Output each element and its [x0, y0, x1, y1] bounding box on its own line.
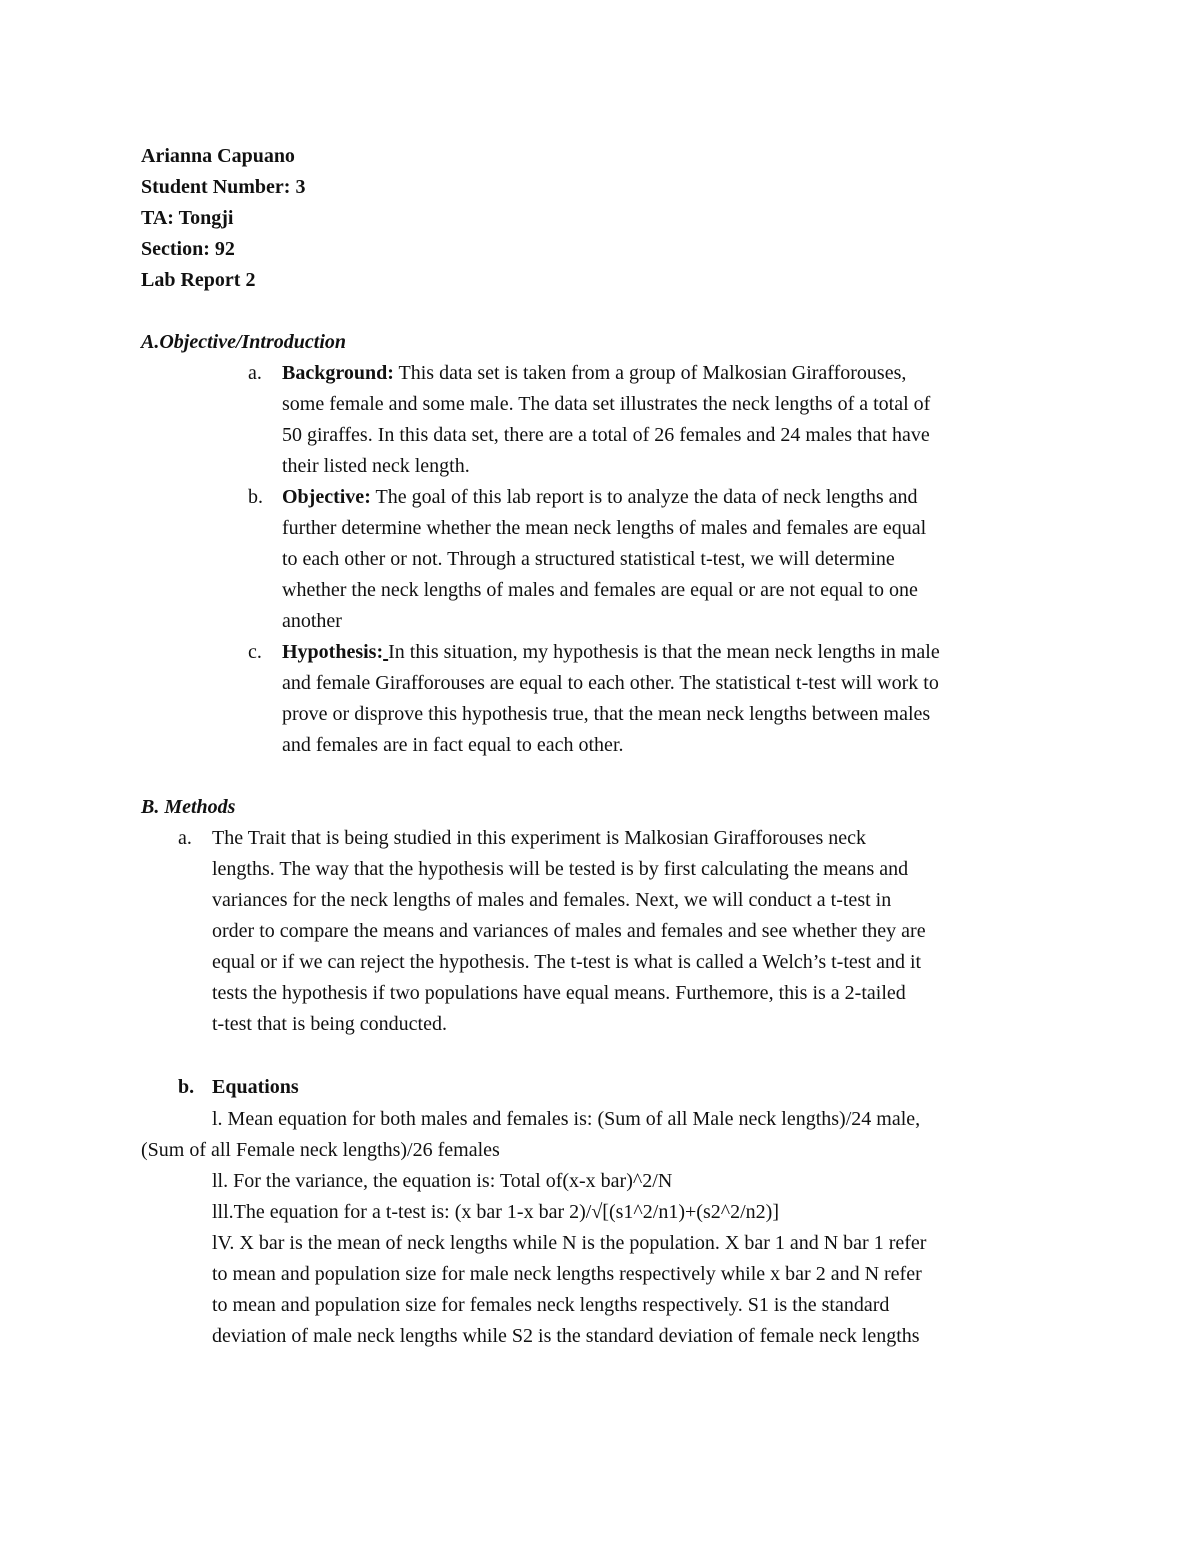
methods-marker: a. — [178, 827, 192, 849]
equation-line: lV. X bar is the mean of neck lengths while N is the population. X bar 1 and N bar 1 refer — [212, 1232, 927, 1254]
hypothesis-text-line: and female Girafforouses are equal to each other. The statistical t-test will work to — [282, 672, 939, 694]
background-text-line: This data set is taken from a group of Malkosian Girafforouses, — [398, 362, 907, 384]
equation-line: (Sum of all Female neck lengths)/26 females — [141, 1139, 500, 1161]
background-text-line: some female and some male. The data set illustrates the neck lengths of a total of — [282, 393, 931, 415]
equation-line: to mean and population size for females neck lengths respectively. S1 is the standard — [212, 1294, 890, 1316]
hypothesis-marker: c. — [248, 641, 262, 663]
objective-text-line: further determine whether the mean neck lengths of males and females are equal — [282, 517, 927, 539]
objective-text-line: another — [282, 610, 342, 632]
hypothesis-text-line: and females are in fact equal to each other. — [282, 734, 624, 756]
hypothesis-first-line — [282, 637, 940, 668]
methods-text-line: variances for the neck lengths of males and females. Next, we will conduct a t-test in — [212, 889, 892, 911]
methods-text-line: equal or if we can reject the hypothesis. The t-test is what is called a Welch’s t-test and it — [212, 951, 922, 973]
equations-heading: Equations — [212, 1076, 299, 1098]
equation-line: lll.The equation for a t-test is: (x bar 1-x bar 2)/√[(s1^2/n1)+(s2^2/n2)] — [212, 1201, 779, 1223]
author-name: Arianna Capuano — [141, 145, 295, 167]
hypothesis-text-line: prove or disprove this hypothesis true, that the mean neck lengths between males — [282, 703, 931, 725]
section-number: Section: 92 — [141, 238, 235, 260]
student-number: Student Number: 3 — [141, 176, 306, 198]
objective-first-line — [282, 482, 918, 513]
methods-text-line: The Trait that is being studied in this experiment is Malkosian Girafforouses neck — [212, 827, 866, 849]
equation-line: deviation of male neck lengths while S2 is the standard deviation of female neck lengths — [212, 1325, 920, 1347]
report-title: Lab Report 2 — [141, 269, 256, 291]
methods-text-line: tests the hypothesis if two populations have equal means. Furthemore, this is a 2-tailed — [212, 982, 906, 1004]
background-marker: a. — [248, 362, 262, 384]
equations-marker: b. — [178, 1076, 195, 1098]
methods-text-line: lengths. The way that the hypothesis will be tested is by first calculating the means and — [212, 858, 909, 880]
hypothesis-text-line: In this situation, my hypothesis is that the mean neck lengths in male — [388, 641, 940, 663]
objective-text-line: The goal of this lab report is to analyze the data of neck lengths and — [375, 486, 918, 508]
background-text-line: their listed neck length. — [282, 455, 470, 477]
objective-marker: b. — [248, 486, 263, 508]
equation-line: l. Mean equation for both males and females is: (Sum of all Male neck lengths)/24 male, — [212, 1108, 921, 1130]
equation-line: to mean and population size for male neck lengths respectively while x bar 2 and N refer — [212, 1263, 922, 1285]
hypothesis-label: Hypothesis: — [282, 641, 384, 663]
background-first-line — [282, 358, 906, 389]
background-text-line: 50 giraffes. In this data set, there are a total of 26 females and 24 males that have — [282, 424, 930, 446]
section-b-heading: B. Methods — [141, 796, 236, 818]
methods-text-line: order to compare the means and variances of males and females and see whether they are — [212, 920, 926, 942]
methods-text-line: t-test that is being conducted. — [212, 1013, 447, 1035]
objective-label: Objective: — [282, 486, 371, 508]
equation-line: ll. For the variance, the equation is: Total of(x-x bar)^2/N — [212, 1170, 673, 1192]
objective-text-line: to each other or not. Through a structured statistical t-test, we will determine — [282, 548, 895, 570]
objective-text-line: whether the neck lengths of males and females are equal or are not equal to one — [282, 579, 918, 601]
section-a-heading: A.Objective/Introduction — [141, 331, 346, 353]
background-label: Background: — [282, 362, 394, 384]
ta-name: TA: Tongji — [141, 207, 234, 229]
